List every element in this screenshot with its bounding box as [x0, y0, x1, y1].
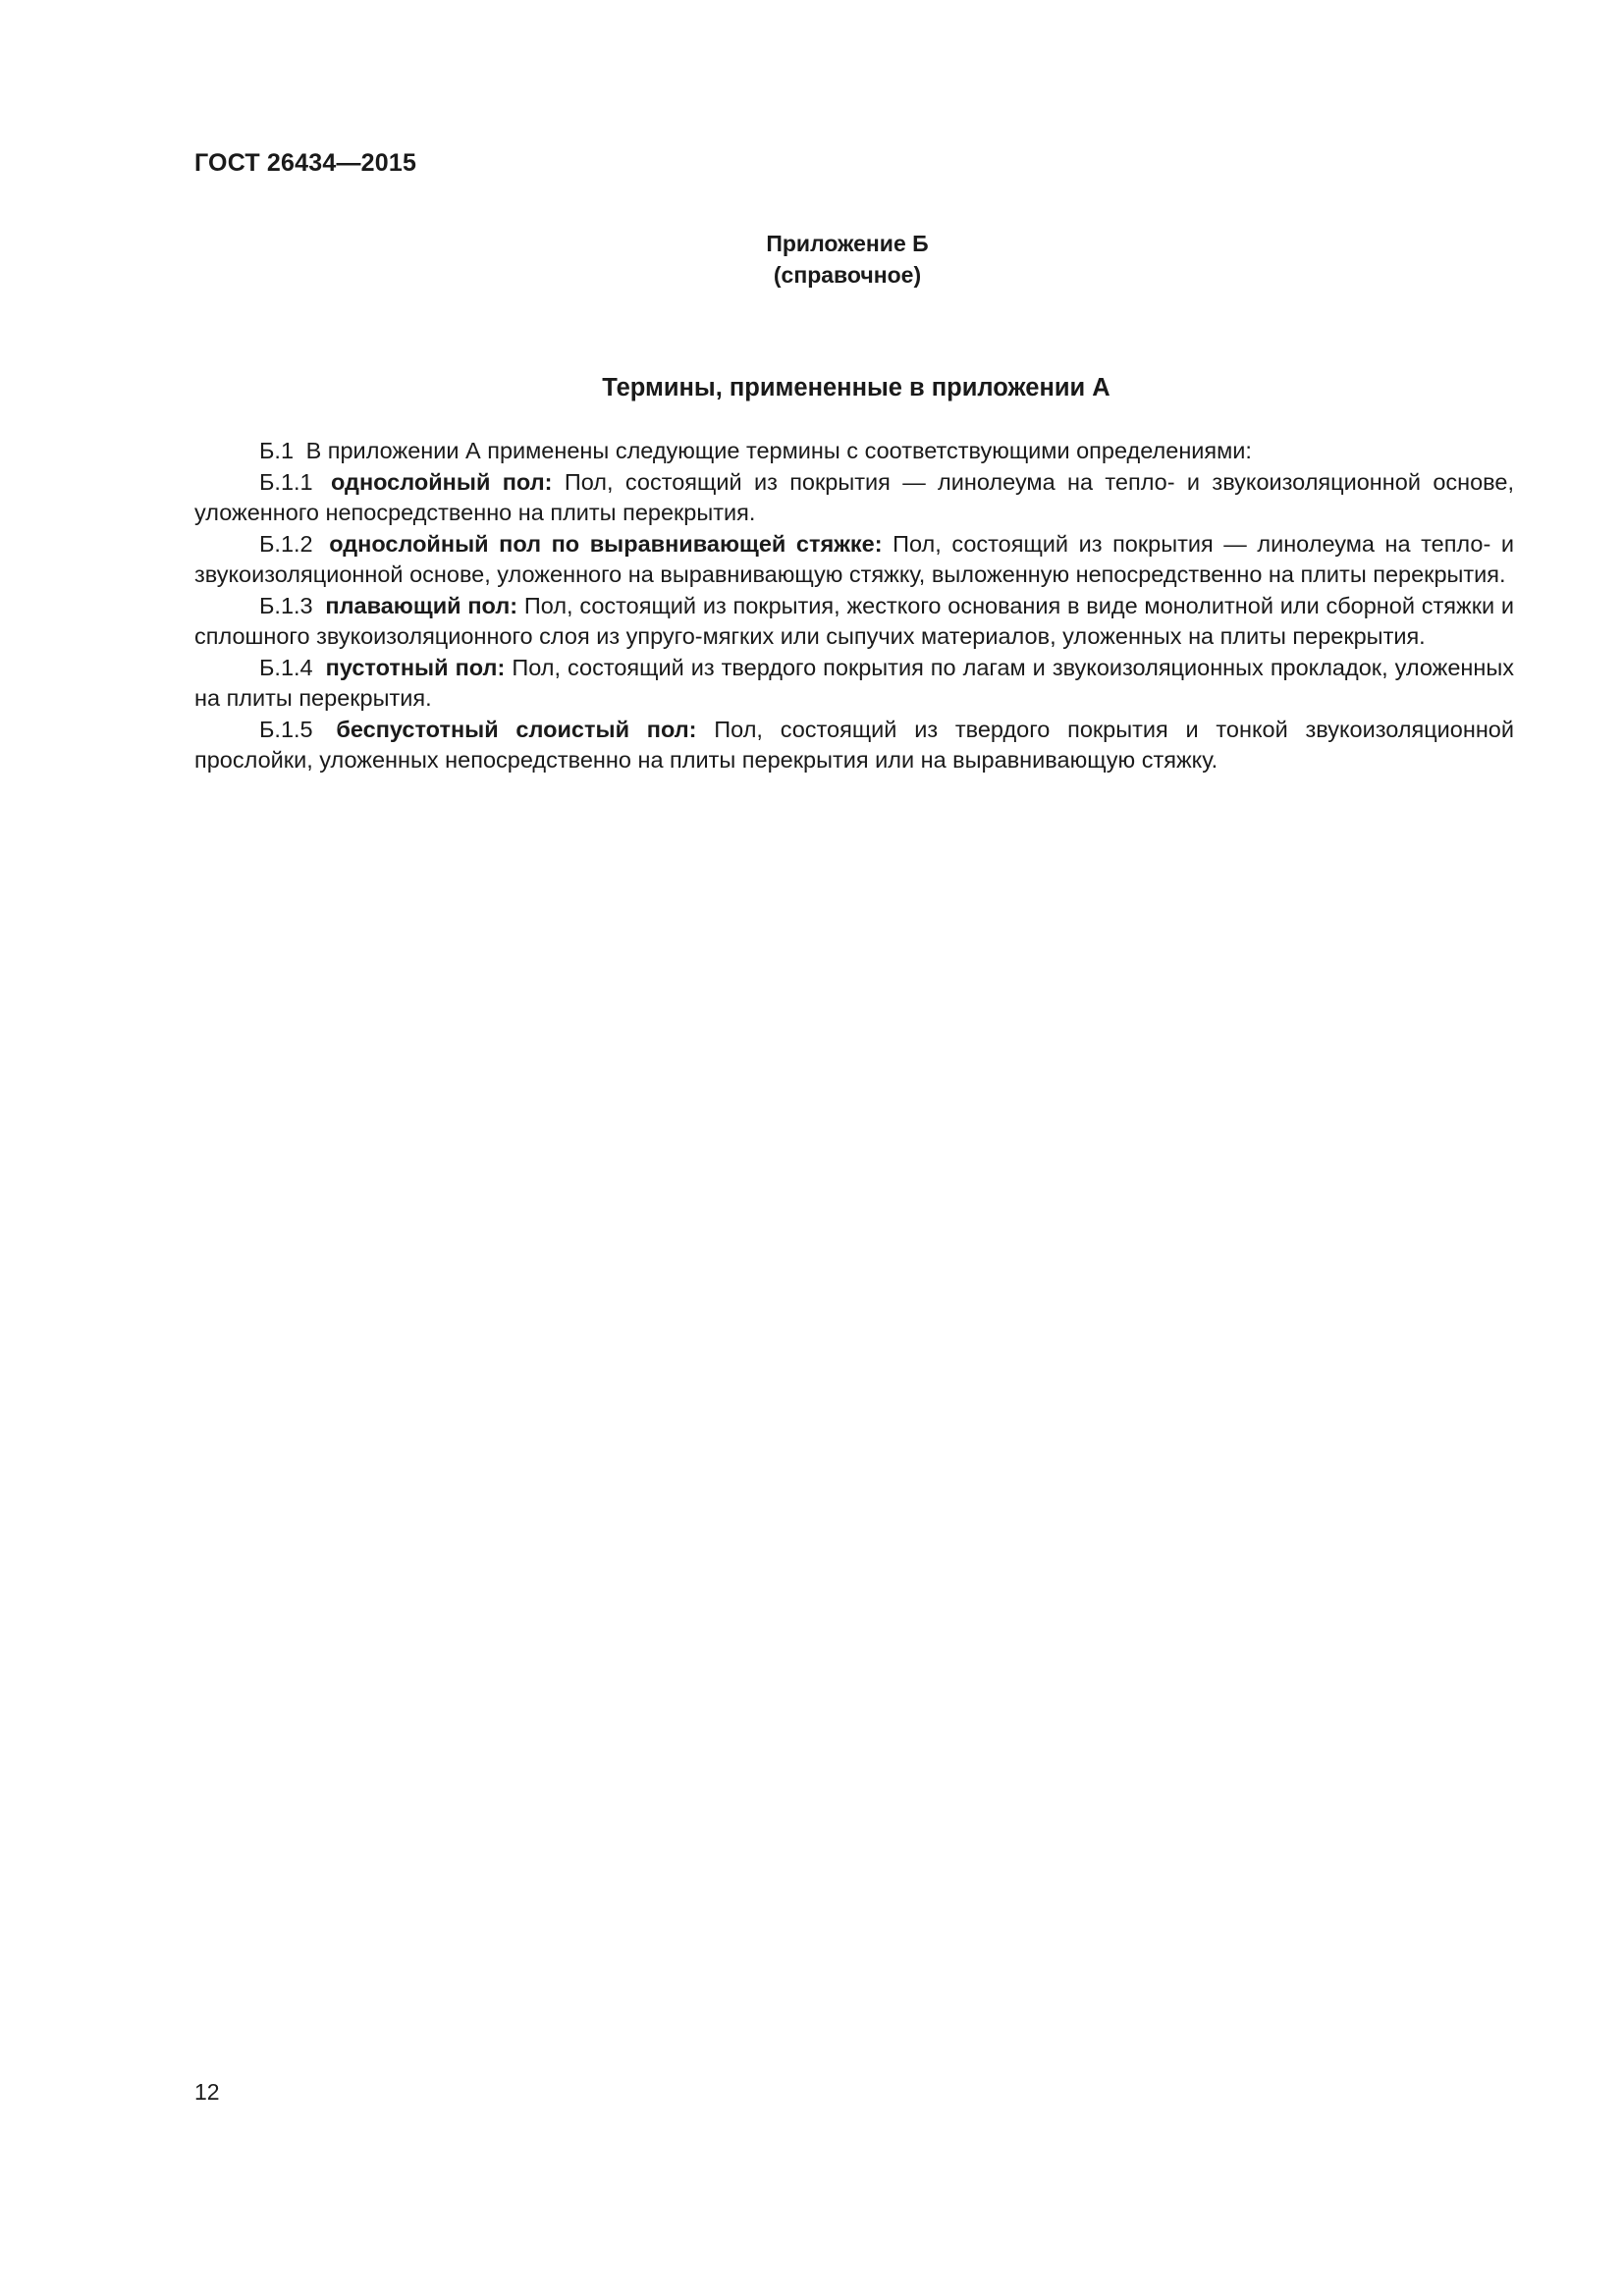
term-name: однослойный пол по выравнивающей стяжке:	[329, 530, 883, 557]
page-number: 12	[194, 2079, 220, 2105]
term-paragraph	[194, 529, 1514, 591]
clause-number: Б.1.2	[259, 530, 313, 557]
section-title: Термины, примененные в приложении А	[602, 374, 1110, 401]
term-paragraph	[194, 467, 1514, 529]
term-definition: Пол, состоящий из твердого покрытия и тонкой звукоизоляционной прослойки, уложенных непосредственно на плиты перекрытия или на выравнивающую стяжку.	[194, 716, 1515, 773]
term-definition: Пол, состоящий из покрытия — линолеума на тепло- и звукоизоляционной основе, уложенного непосредственно на плиты перекрытия.	[194, 468, 1515, 525]
clause-number: Б.1	[259, 438, 295, 463]
term-name: однослойный пол:	[330, 468, 553, 495]
term-name: плавающий пол:	[325, 592, 518, 618]
clause-number: Б.1.1	[259, 468, 313, 495]
annex-heading	[0, 228, 1624, 291]
terms-body	[194, 436, 1514, 776]
annex-status: (справочное)	[773, 262, 922, 288]
clause-number: Б.1.5	[259, 716, 313, 742]
clause-number: Б.1.4	[259, 654, 313, 680]
term-paragraph	[194, 653, 1514, 715]
term-name: беспустотный слоистый пол:	[336, 716, 697, 742]
clause-number: Б.1.3	[259, 592, 313, 618]
document-code: ГОСТ 26434—2015	[194, 149, 417, 177]
intro-paragraph	[194, 436, 1514, 467]
term-name: пустотный пол:	[325, 654, 506, 680]
clause-text: В приложении А применены следующие термины с соответствующими определениями:	[305, 438, 1252, 463]
term-definition: Пол, состоящий из покрытия — линолеума на тепло- и звукоизоляционной основе, уложенного на выравнивающую стяжку, выложенную непосредственно на плиты перекрытия.	[194, 530, 1514, 587]
term-definition: Пол, состоящий из твердого покрытия по лагам и звукоизоляционных прокладок, уложенных на плиты перекрытия.	[194, 654, 1515, 711]
term-paragraph	[194, 715, 1514, 776]
annex-title: Приложение Б	[766, 231, 929, 256]
term-paragraph	[194, 591, 1514, 653]
term-definition: Пол, состоящий из покрытия, жесткого основания в виде монолитной или сборной стяжки и сплошного звукоизоляционного слоя из упруго-мягких или сыпучих материалов, уложенных на плиты перекрытия.	[194, 592, 1515, 649]
